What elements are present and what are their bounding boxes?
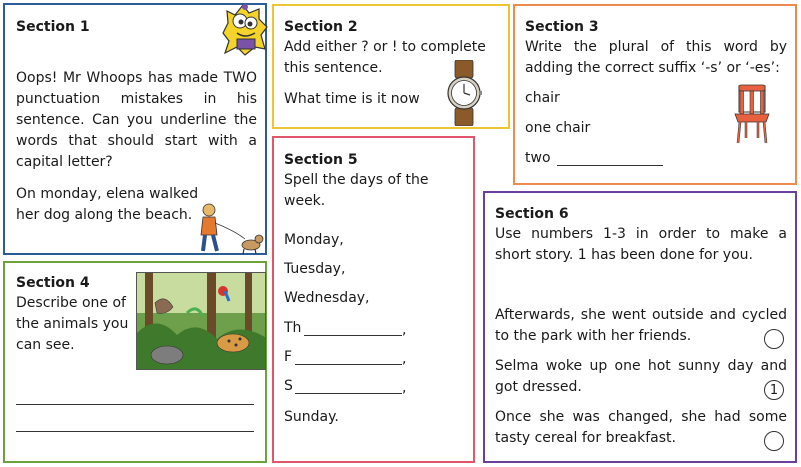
jungle-animals-picture [136, 272, 266, 370]
section-2-card [272, 4, 510, 129]
section-4-answer-line-2[interactable] [16, 431, 254, 432]
day-friday-prompt: F [284, 349, 293, 365]
story-item-1-number[interactable] [764, 329, 784, 349]
day-thursday-line[interactable] [304, 335, 402, 336]
day-saturday-comma: , [402, 380, 407, 396]
day-wednesday: Wednesday, [284, 290, 370, 306]
story-item-2-number[interactable]: 1 [764, 380, 784, 400]
section-5-instruction: Spell the days of the week. [284, 172, 429, 209]
section-1-sentence-line-2: her dog along the beach. [16, 207, 193, 223]
section-3-instruction: Write the plural of this word by adding the correct suffix ‘-s’ or ‘-es’: [525, 39, 787, 76]
day-friday-comma: , [402, 351, 407, 367]
girl-walking-dog-icon [195, 201, 265, 255]
section-5-title: Section 5 [284, 152, 358, 168]
section-6-card [483, 191, 797, 463]
day-thursday-comma: , [402, 322, 407, 338]
section-4-card [3, 261, 267, 463]
day-saturday-line[interactable] [295, 393, 402, 394]
section-1-instruction: Oops! Mr Whoops has made TWO punctuation mistakes in his sentence. Can you underline the words that should start with a capital letter? [16, 70, 257, 170]
section-4-answer-line-1[interactable] [16, 404, 254, 405]
section-3-plural-prompt: two [525, 150, 551, 166]
section-3-answer-line[interactable] [557, 165, 663, 166]
chair-icon [733, 82, 771, 144]
section-6-instruction: Use numbers 1-3 in order to make a short story. 1 has been done for you. [495, 226, 787, 263]
section-2-title: Section 2 [284, 19, 358, 35]
section-5-card [272, 136, 475, 463]
section-6-title: Section 6 [495, 206, 569, 222]
watch-icon [446, 60, 482, 126]
section-2-sentence: What time is it now [284, 91, 420, 107]
section-2-instruction: Add either ? or ! to complete this sentence. [284, 39, 486, 76]
story-item-1-text: Afterwards, she went outside and cycled to the park with her friends. [495, 307, 787, 344]
day-thursday-prompt: Th [284, 320, 302, 336]
section-4-instruction: Describe one of the animals you can see. [16, 295, 129, 353]
section-4-title: Section 4 [16, 275, 90, 291]
monster-icon [215, 3, 273, 59]
section-1-title: Section 1 [16, 19, 90, 35]
story-item-3-number[interactable] [764, 431, 784, 451]
day-saturday-prompt: S [284, 378, 293, 394]
section-3-title: Section 3 [525, 19, 599, 35]
section-1-sentence-line-1: On monday, elena walked [16, 186, 199, 202]
day-monday: Monday, [284, 232, 344, 248]
day-sunday: Sunday. [284, 409, 339, 425]
section-1-card [3, 3, 267, 255]
story-item-3-text: Once she was changed, she had some tasty cereal for breakfast. [495, 409, 787, 446]
section-3-card [513, 4, 797, 185]
section-3-word: chair [525, 90, 560, 106]
day-friday-line[interactable] [295, 364, 402, 365]
day-tuesday: Tuesday, [284, 261, 346, 277]
story-item-2-text: Selma woke up one hot sunny day and got dressed. [495, 358, 787, 395]
section-3-singular: one chair [525, 120, 591, 136]
